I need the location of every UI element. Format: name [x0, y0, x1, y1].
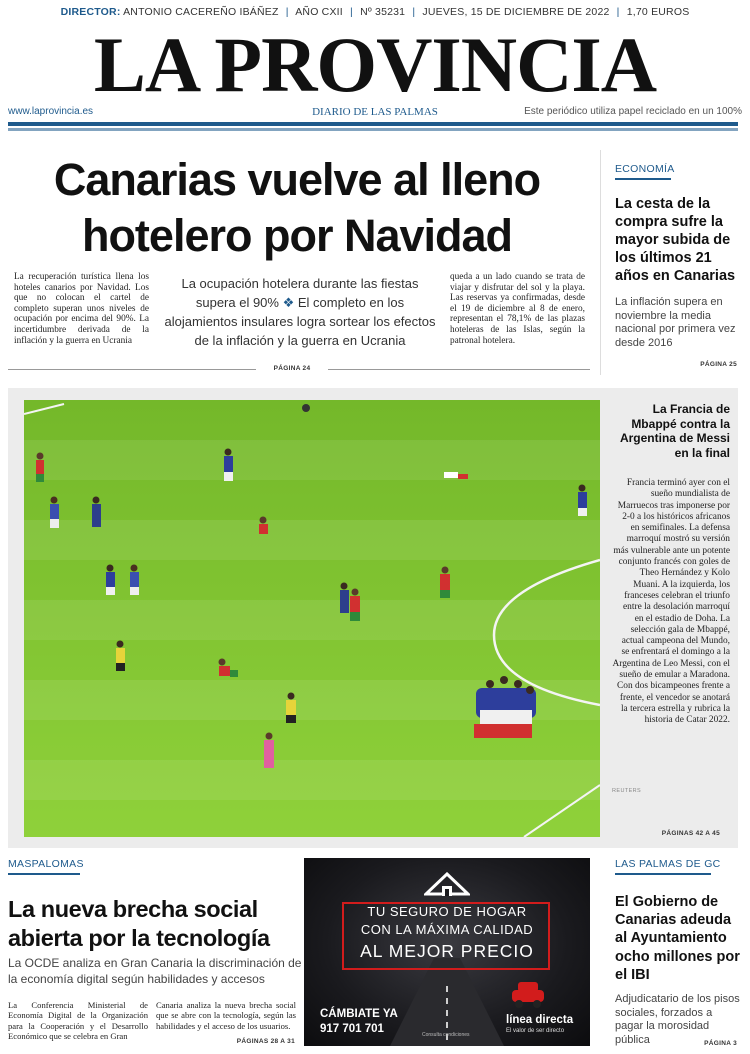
maspalomas-page-ref[interactable]: PÁGINAS 28 A 31	[236, 1038, 295, 1045]
red-phone-car-icon	[508, 978, 548, 1010]
las-palmas-headline[interactable]: El Gobierno de Canarias adeuda al Ayuntamiento ocho millones por el IBI	[615, 894, 740, 983]
column-divider	[600, 150, 601, 375]
maspalomas-headline-line-2: abierta por la tecnología	[8, 925, 270, 951]
section-underline	[615, 178, 671, 180]
newspaper-subtitle: DIARIO DE LAS PALMAS	[312, 106, 438, 118]
maspalomas-body-col-2: Canaria analiza la nueva brecha social que se abre con la tecnología, según las habilidades y el acceso de los usuarios.	[156, 1000, 296, 1031]
masthead-info-line: DIRECTOR: ANTONIO CACEREÑO IBÁÑEZ | AÑO CXII | Nº 35231 | JUEVES, 15 DE DICIEMBRE DE 2022 | 1,70 EUROS	[60, 6, 690, 18]
economia-page-ref[interactable]: PÁGINA 25	[700, 361, 737, 368]
ad-brand-tagline: El valor de ser directo	[506, 1028, 565, 1034]
ad-slogan-line-1: TU SEGURO DE HOGAR	[367, 904, 527, 919]
lead-body-left: La recuperación turística llena los hoteles canarios por Navidad. Los que no colocan el cartel de completo superan unos niveles de ocupación por encima del 90%. La incertidumbre derivada de la inflación y la guerra en Ucrania	[14, 272, 149, 346]
ad-call-to-action: CÁMBIATE YA	[320, 1008, 398, 1020]
photo-story-page-ref[interactable]: PÁGINAS 42 A 45	[661, 830, 720, 837]
ad-conditions-note: Consulta condiciones	[422, 1032, 470, 1038]
newspaper-title: LA PROVINCIA	[93, 21, 657, 108]
ad-slogan-line-2: CON LA MÁXIMA CALIDAD	[360, 922, 534, 937]
maspalomas-headline-line-1: La nueva brecha social	[8, 896, 258, 922]
economia-deck: La inflación supera en noviembre la media nacional por primera vez desde 2016	[615, 296, 736, 349]
lead-headline[interactable]	[14, 152, 580, 264]
lead-rule-left	[8, 369, 256, 370]
lead-rule-right	[328, 369, 590, 370]
director-label: DIRECTOR:	[60, 6, 121, 18]
photo-story-body: Francia terminó ayer con el sueño mundialista de Marruecos tras imponerse por 2-0 a los históricos africanos en semifinales. La defensa marroquí mostró su versión más vulnerable ante un potente conjunto francés con goles de Theo Hernández y Kolo Muani. A la izquierda, los franceses celebran el triunfo entre la desolación marroquí en el estadio de Doha. La selección gala de Mbappé, actual campeona del Mundo, se enfrentará el domingo a la Argentina de Leo Messi, con el sueño de emular a Maradona. Con dos bicampeones frente a frente, el vencedor se anotará la tercera estrella y rubrica la historia de Catar 2022.	[612, 478, 730, 726]
masthead-rule	[8, 122, 738, 126]
lead-deck	[160, 274, 440, 350]
lead-deck-part-1: La ocupación hotelera durante las fiestas supera el 90%	[181, 276, 419, 310]
ad-phone-number[interactable]: 917 701 701	[320, 1023, 384, 1035]
insurance-advertisement[interactable]	[304, 858, 590, 1046]
section-label-las-palmas[interactable]: LAS PALMAS DE GC	[615, 858, 721, 870]
section-label-economia[interactable]: ECONOMÍA	[615, 163, 675, 175]
section-underline	[615, 873, 711, 875]
diamond-icon: ❖	[282, 295, 295, 310]
maspalomas-body-col-1: La Conferencia Ministerial de Economía Digital de la Organización para la Cooperación y el Desarrollo Económico que se celebra en Gran	[8, 1000, 148, 1042]
section-underline	[8, 873, 80, 875]
recycled-note: Este periódico utiliza papel reciclado en un 100%	[524, 106, 742, 117]
lead-headline-line-2: hotelero por Navidad	[81, 210, 513, 261]
maspalomas-headline[interactable]	[8, 895, 303, 953]
director-name: ANTONIO CACEREÑO IBÁÑEZ	[123, 6, 279, 18]
section-label-maspalomas[interactable]: MASPALOMAS	[8, 858, 84, 870]
las-palmas-page-ref[interactable]: PÁGINA 3	[704, 1040, 737, 1047]
photo-credit: REUTERS	[612, 788, 642, 794]
masthead-rule-thin	[8, 128, 738, 131]
ad-slogan-line-3: AL MEJOR PRECIO	[360, 941, 534, 961]
website-link[interactable]: www.laprovincia.es	[8, 106, 94, 117]
lead-page-ref[interactable]: PÁGINA 24	[273, 365, 311, 372]
house-logo-icon	[424, 872, 470, 902]
edition-price: 1,70 EUROS	[626, 6, 690, 18]
edition-number: Nº 35231	[360, 6, 406, 18]
economia-headline[interactable]: La cesta de la compra sufre la mayor subida de los últimos 21 años en Canarias	[615, 196, 736, 284]
maspalomas-deck: La OCDE analiza en Gran Canaria la discriminación de la economía digital según habilidades y accesos	[8, 956, 302, 986]
football-match-photo[interactable]	[24, 400, 600, 837]
lead-headline-line-1: Canarias vuelve al lleno	[53, 154, 541, 205]
las-palmas-deck: Adjudicatario de los pisos sociales, forzados a pagar la morosidad pública	[615, 993, 740, 1046]
edition-date: JUEVES, 15 DE DICIEMBRE DE 2022	[422, 6, 610, 18]
lead-deck-part-2: El completo en los alojamientos insulares logra sortear los efectos de la inflación y la guerra en Ucrania	[164, 295, 436, 348]
ad-brand-name: línea directa	[506, 1014, 574, 1026]
photo-story-headline[interactable]: La Francia de Mbappé contra la Argentina de Messi en la final	[619, 402, 730, 460]
lead-body-right: queda a un lado cuando se trata de viajar y disfrutar del sol y la playa. Las reservas ya confirmadas, desde el 19 de diciembre al 8 de enero, representan el 78,1% de las plazas hoteleras de las Islas, según la patronal hotelera.	[450, 272, 585, 346]
edition-year: AÑO CXII	[295, 6, 343, 18]
